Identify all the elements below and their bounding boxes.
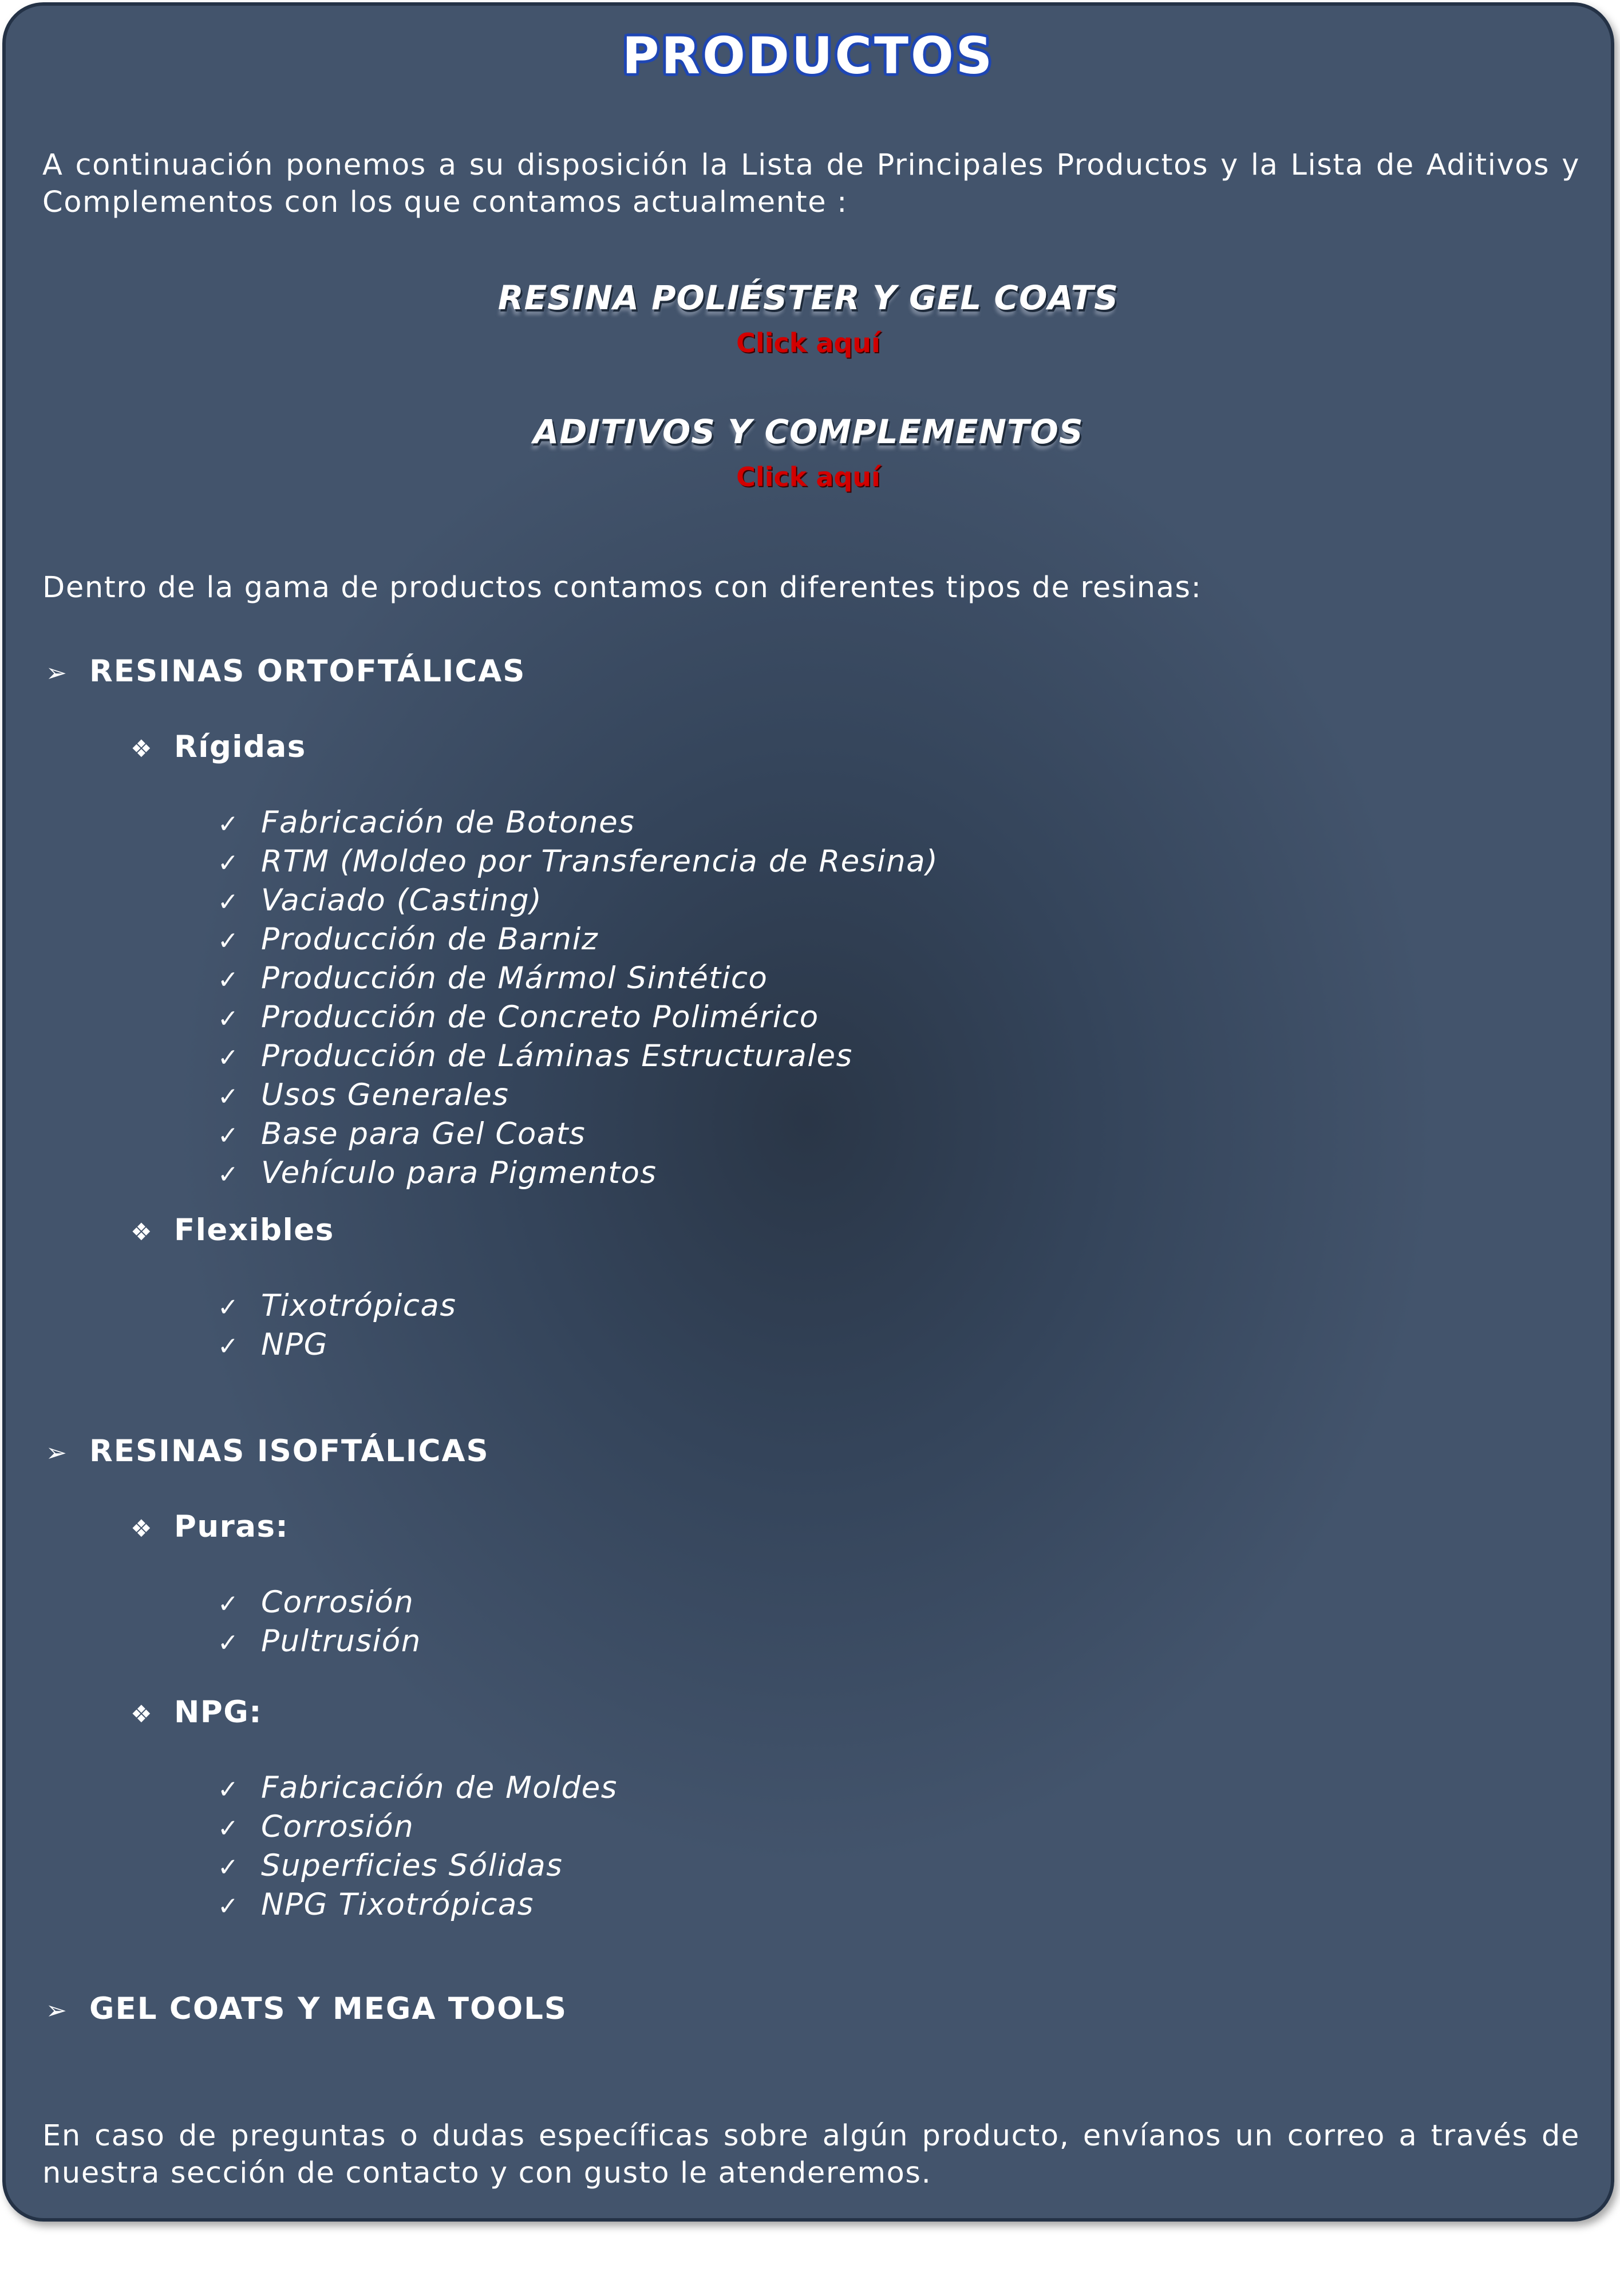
check-icon: ✓ bbox=[218, 1332, 240, 1361]
flexibles-list bbox=[218, 1287, 457, 1365]
check-icon: ✓ bbox=[218, 1160, 240, 1189]
arrow-bullet-icon: ➢ bbox=[46, 658, 68, 688]
npg-list bbox=[218, 1769, 618, 1925]
check-icon: ✓ bbox=[218, 1814, 240, 1843]
group-npg bbox=[131, 1695, 262, 1730]
list-item: ✓ Tixotrópicas bbox=[218, 1287, 457, 1326]
section-isoftalicas bbox=[46, 1434, 489, 1469]
section-title: GEL COATS Y MEGA TOOLS bbox=[89, 1991, 568, 2026]
intro-paragraph: A continuación ponemos a su disposición la Lista de Principales Productos y la Lista de Aditivos y Complementos con los que contamos actualmente : bbox=[42, 148, 1580, 219]
section-gelcoats-megatools bbox=[46, 1991, 567, 2026]
group-title: Flexibles bbox=[174, 1213, 334, 1248]
list-item: ✓ Producción de Concreto Polimérico bbox=[218, 999, 938, 1037]
list-item: ✓ NPG Tixotrópicas bbox=[218, 1886, 618, 1925]
closing-paragraph: En caso de preguntas o dudas específicas sobre algún producto, envíanos un correo a través de nuestra sección de contacto y con gusto le atenderemos. bbox=[42, 2119, 1580, 2190]
list-item: ✓ Superficies Sólidas bbox=[218, 1847, 618, 1886]
page-title: PRODUCTOS bbox=[622, 26, 995, 85]
list-item: ✓ Producción de Mármol Sintético bbox=[218, 960, 938, 999]
check-icon: ✓ bbox=[218, 1775, 240, 1804]
puras-list bbox=[218, 1584, 421, 1662]
section-title: RESINAS ORTOFTÁLICAS bbox=[89, 654, 526, 689]
list-item: ✓ Producción de Barniz bbox=[218, 921, 938, 960]
check-icon: ✓ bbox=[218, 965, 240, 995]
list-item: ✓ Vaciado (Casting) bbox=[218, 882, 938, 921]
list-item: ✓ RTM (Moldeo por Transferencia de Resina) bbox=[218, 843, 938, 882]
check-icon: ✓ bbox=[218, 1004, 240, 1033]
list-item: ✓ Base para Gel Coats bbox=[218, 1115, 938, 1154]
list-item: ✓ Fabricación de Moldes bbox=[218, 1769, 618, 1808]
rigidas-list bbox=[218, 804, 938, 1193]
section-ortoftalicas bbox=[46, 654, 525, 689]
check-icon: ✓ bbox=[218, 1589, 240, 1619]
diamond-bullet-icon: ❖ bbox=[131, 1700, 153, 1728]
group-title: Rígidas bbox=[174, 729, 306, 764]
diamond-bullet-icon: ❖ bbox=[131, 1218, 153, 1246]
list-item: ✓ Fabricación de Botones bbox=[218, 804, 938, 843]
arrow-bullet-icon: ➢ bbox=[46, 1438, 68, 1467]
aditivos-heading: ADITIVOS Y COMPLEMENTOS bbox=[533, 412, 1084, 451]
check-icon: ✓ bbox=[218, 1853, 240, 1882]
check-icon: ✓ bbox=[218, 1082, 240, 1111]
list-item: ✓ Usos Generales bbox=[218, 1076, 938, 1115]
diamond-bullet-icon: ❖ bbox=[131, 735, 153, 763]
list-item: ✓ Vehículo para Pigmentos bbox=[218, 1154, 938, 1193]
list-item: ✓ NPG bbox=[218, 1326, 457, 1365]
aditivos-link[interactable]: Click aquí bbox=[736, 461, 880, 492]
section-title: RESINAS ISOFTÁLICAS bbox=[89, 1434, 489, 1469]
group-title: Puras: bbox=[174, 1509, 289, 1544]
list-item: ✓ Corrosión bbox=[218, 1584, 421, 1623]
group-rigidas bbox=[131, 729, 306, 764]
check-icon: ✓ bbox=[218, 849, 240, 878]
resina-gelcoats-link[interactable]: Click aquí bbox=[736, 328, 880, 358]
check-icon: ✓ bbox=[218, 1293, 240, 1322]
check-icon: ✓ bbox=[218, 810, 240, 839]
check-icon: ✓ bbox=[218, 1628, 240, 1658]
check-icon: ✓ bbox=[218, 926, 240, 956]
group-title: NPG: bbox=[174, 1695, 262, 1730]
list-item: ✓ Corrosión bbox=[218, 1808, 618, 1847]
list-item: ✓ Pultrusión bbox=[218, 1623, 421, 1662]
group-puras bbox=[131, 1509, 289, 1544]
check-icon: ✓ bbox=[218, 1892, 240, 1921]
check-icon: ✓ bbox=[218, 887, 240, 917]
check-icon: ✓ bbox=[218, 1043, 240, 1072]
resina-gelcoats-heading: RESINA POLIÉSTER Y GEL COATS bbox=[497, 278, 1119, 317]
range-intro: Dentro de la gama de productos contamos con diferentes tipos de resinas: bbox=[42, 571, 1202, 605]
group-flexibles bbox=[131, 1213, 334, 1248]
content-panel bbox=[2, 2, 1614, 2222]
diamond-bullet-icon: ❖ bbox=[131, 1514, 153, 1542]
check-icon: ✓ bbox=[218, 1121, 240, 1150]
arrow-bullet-icon: ➢ bbox=[46, 1996, 68, 2025]
list-item: ✓ Producción de Láminas Estructurales bbox=[218, 1037, 938, 1076]
